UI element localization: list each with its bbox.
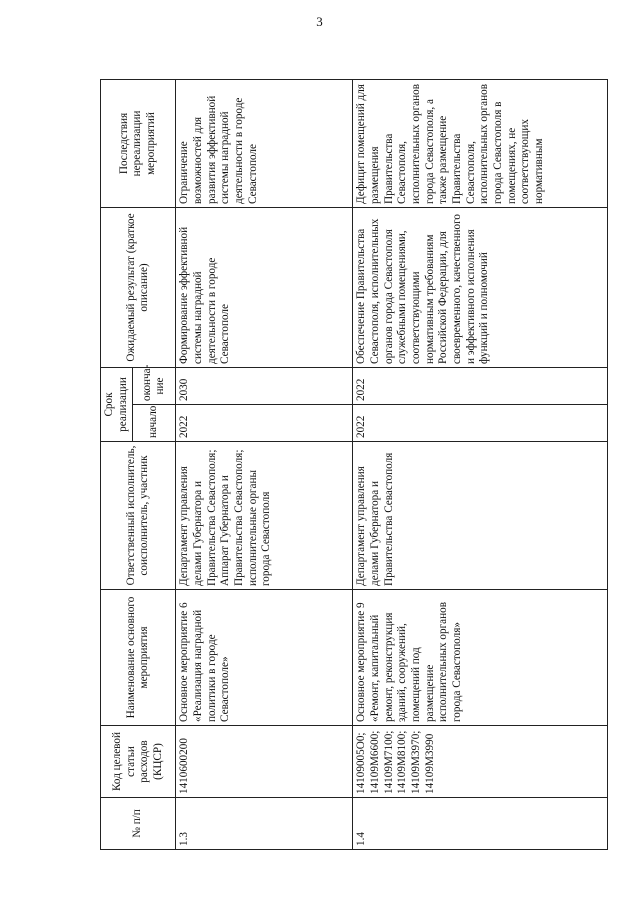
header-num: № п/п: [101, 798, 176, 850]
row-end: 2022: [353, 368, 608, 405]
activities-table: [100, 79, 608, 850]
header-end: оконча-ние: [133, 368, 176, 405]
row-name: Основное мероприятие 9 «Ремонт, капитальный ремонт, реконструкция зданий, сооружений, помещений под размещение исполнительных органов города Севастополя»: [353, 590, 608, 726]
page-number: 3: [316, 14, 323, 29]
row-start: 2022: [176, 405, 353, 442]
row-executor: Департамент управления делами Губернатора и Правительства Севастополя; Аппарат Губернатора и Правительства Севастополя; исполнительные органы города Севастополя: [176, 442, 353, 590]
row-end: 2030: [176, 368, 353, 405]
row-consequences: Ограничение возможностей для развития эффективной системы наградной деятельности в городе Севастополе: [176, 80, 353, 208]
row-num: 1.4: [353, 798, 608, 850]
row-num: 1.3: [176, 798, 353, 850]
header-name: Наименование основного мероприятия: [101, 590, 176, 726]
row-code: 14109005О0; 14109М6600; 14109М7100; 14109М8100; 14109М3970; 14109М3990: [353, 726, 608, 798]
header-code: Код целевой статьи расходов (КЦСР): [101, 726, 176, 798]
rotated-table-wrapper: [100, 80, 600, 850]
row-result: Обеспечение Правительства Севастополя, исполнительных органов города Севастополя служебными помещениями, соответствующими нормативным требованиям Российской Федерации, для своевременного, качественного и эффективного исполнения функций и полномочий: [353, 208, 608, 368]
header-start: начало: [133, 405, 176, 442]
table-row: [353, 80, 608, 850]
header-term: Срок реализации: [101, 368, 133, 442]
row-name: Основное мероприятие 6 «Реализация наградной политики в городе Севастополе»: [176, 590, 353, 726]
row-code: 1410600200: [176, 726, 353, 798]
header-row: [101, 80, 133, 850]
row-executor: Департамент управления делами Губернатора и Правительства Севастополя: [353, 442, 608, 590]
row-consequences: Дефицит помещений для размещения Правительства Севастополя, исполнительных органов города Севастополя, а также размещение Правительства Севастополя, исполнительных органов города Севастополя в помещениях, не соответствующих нормативным: [353, 80, 608, 208]
row-start: 2022: [353, 405, 608, 442]
row-result: Формирование эффективной системы наградной деятельности в городе Севастополе: [176, 208, 353, 368]
table-row: [176, 80, 353, 850]
header-consequences: Последствия нереализации мероприятий: [101, 80, 176, 208]
header-executor: Ответственный исполнитель, соисполнитель, участник: [101, 442, 176, 590]
header-result: Ожидаемый результат (краткое описание): [101, 208, 176, 368]
